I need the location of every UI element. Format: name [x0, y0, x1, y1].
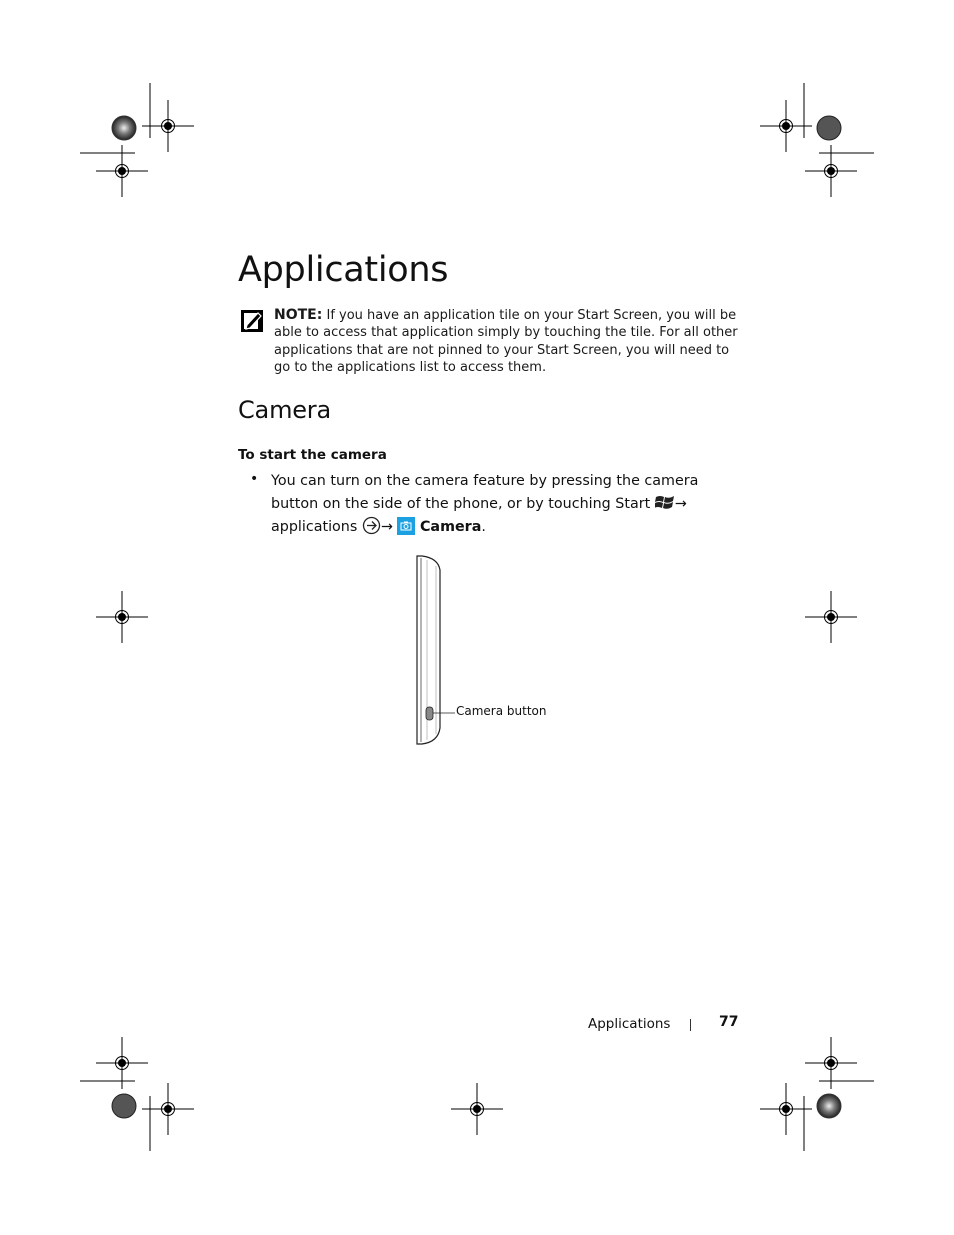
note-block: [274, 307, 744, 376]
color-calibration-wheel-icon: [817, 116, 841, 140]
color-calibration-wheel-icon: [817, 1094, 841, 1118]
note-text: If you have an application tile on your Start Screen, you will be able to access that application simply by touching the tile. For all other applications that are not pinned to your Start Screen, you will need to go to the applications list to access them.: [274, 308, 738, 375]
subheading: To start the camera: [238, 447, 387, 463]
footer-page-number: 77: [719, 1014, 739, 1030]
camera-button-shape: [426, 707, 433, 720]
bullet-marker: •: [250, 471, 259, 487]
registration-mark-icon: [805, 591, 857, 643]
page-title: Applications: [238, 250, 449, 290]
phone-side-diagram: [400, 550, 460, 750]
camera-term: Camera: [419, 519, 482, 535]
section-heading: Camera: [238, 396, 331, 424]
camera-button-callout: Camera button: [456, 704, 547, 718]
registration-mark-icon: [96, 591, 148, 643]
arrow-separator: →: [380, 519, 393, 535]
sentence-end: .: [481, 519, 486, 535]
color-calibration-wheel-icon: [112, 1094, 136, 1118]
footer-divider: [690, 1019, 691, 1031]
bullet-text-part1: You can turn on the camera feature by pressing the camera button on the side of the phone, or by touching Start: [271, 473, 699, 512]
windows-start-icon: [655, 493, 675, 512]
list-item: [271, 470, 711, 539]
color-calibration-wheel-icon: [112, 116, 136, 140]
arrow-separator: →: [674, 496, 687, 512]
bullet-text-part2: applications: [271, 519, 358, 535]
registration-mark-icon: [451, 1083, 503, 1135]
circle-arrow-icon: [362, 516, 381, 535]
note-label: NOTE:: [274, 307, 323, 323]
camera-tile-icon: [397, 517, 415, 535]
note-pencil-icon: [241, 310, 263, 332]
footer-section-name: Applications: [588, 1016, 671, 1032]
